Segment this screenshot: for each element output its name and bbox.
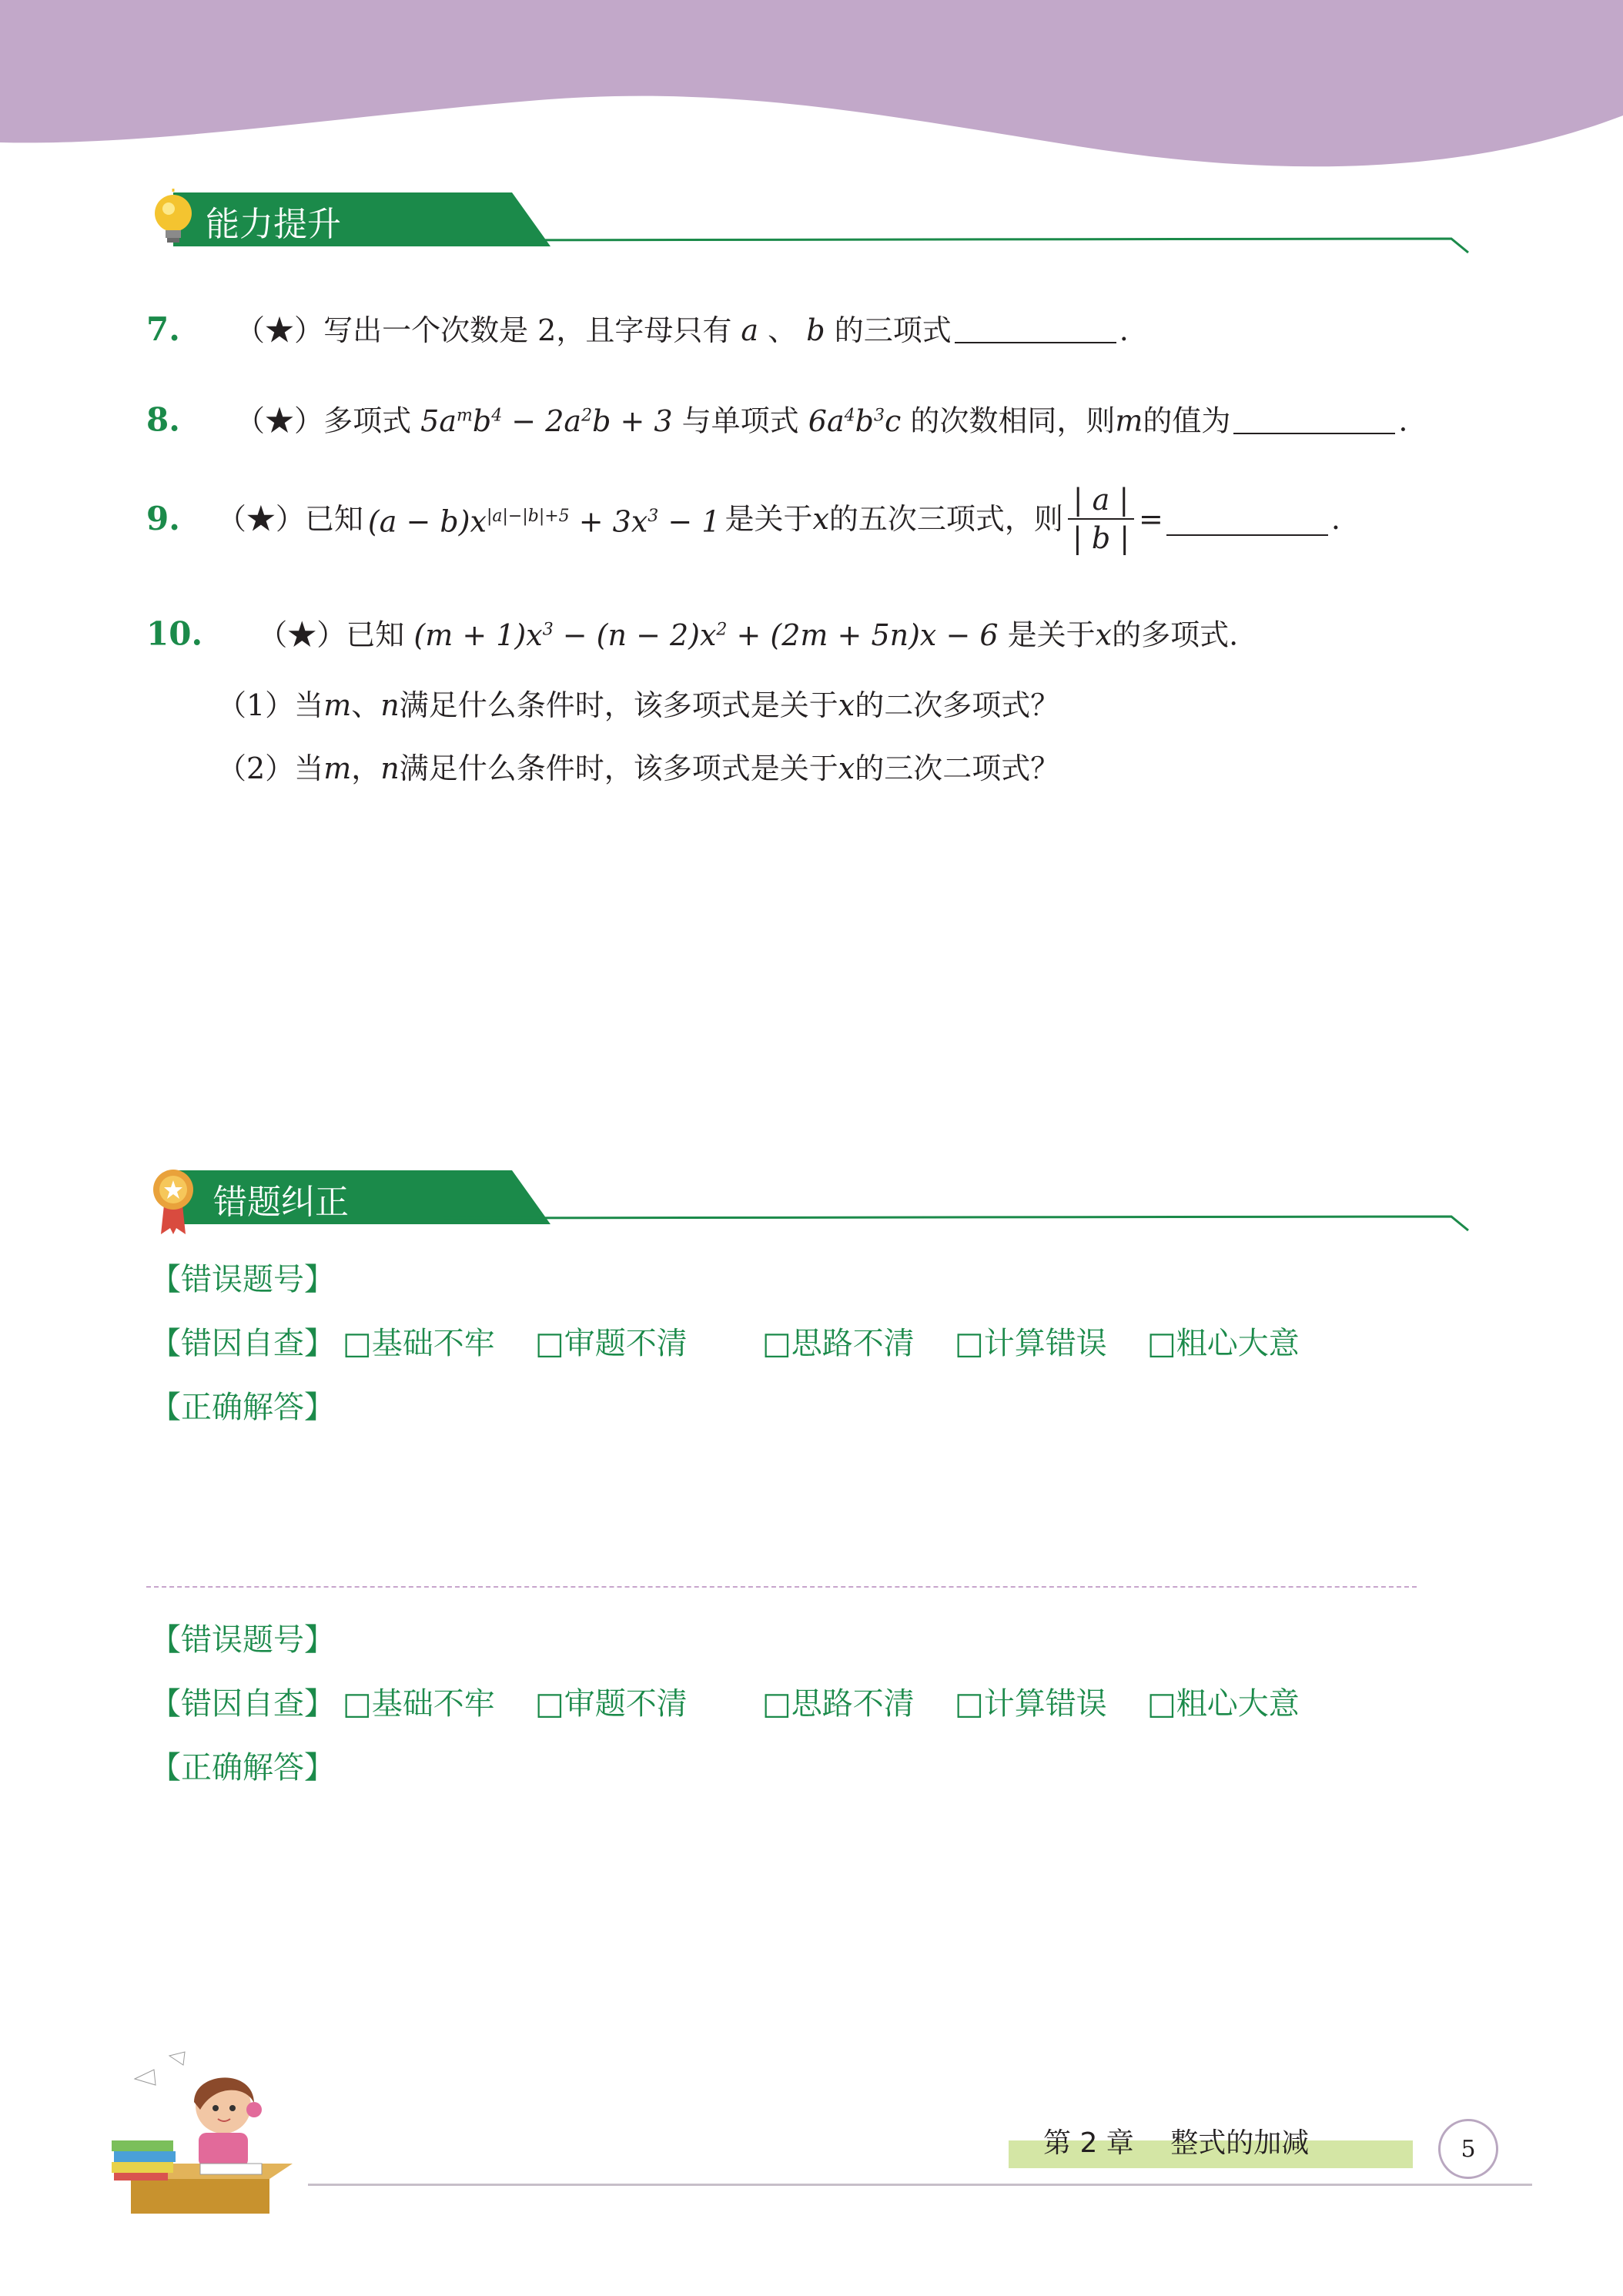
option-weak-foundation[interactable]: □基础不牢	[343, 1326, 495, 1361]
error-cause-label: 【错因自查】	[150, 1326, 335, 1361]
fraction-a-over-b: $\frac{| a |}{| b |}$	[1068, 481, 1134, 557]
variable-x: x	[838, 751, 855, 785]
variable-m: m	[1115, 403, 1143, 438]
question-8	[146, 394, 1408, 443]
variable-x: x	[838, 688, 855, 722]
ability-section-title: 能力提升	[206, 205, 341, 244]
answer-blank[interactable]	[1233, 403, 1395, 434]
correct-answer-label: 【正确解答】	[150, 1750, 335, 1786]
block-divider	[146, 1586, 1417, 1588]
answer-blank[interactable]	[955, 313, 1116, 343]
polynomial-expression: $5a^mb^4 - 2a^2b + 3$	[420, 403, 673, 438]
option-carelessness[interactable]: □粗心大意	[1147, 1326, 1300, 1361]
section-rule	[435, 1201, 1474, 1232]
option-unclear-thinking[interactable]: □思路不清	[762, 1686, 915, 1722]
question-text: 已知	[304, 502, 363, 536]
question-10-part-1	[217, 684, 1059, 727]
medal-icon	[150, 1166, 196, 1236]
separator: ，	[351, 751, 381, 785]
question-text: 的五次三项式，则	[828, 502, 1063, 536]
section-rule	[435, 223, 1474, 254]
monomial-expression: $6a^4b^3c$	[808, 403, 902, 438]
variable-n: n	[380, 751, 400, 785]
period: .	[1330, 502, 1340, 536]
option-unclear-thinking[interactable]: □思路不清	[762, 1326, 915, 1361]
mistake-block-1	[150, 1255, 1459, 1448]
question-text: 的多项式.	[1112, 618, 1239, 652]
option-carelessness[interactable]: □粗心大意	[1147, 1686, 1300, 1722]
separator: 、	[351, 688, 381, 722]
question-text: 写出一个次数是 2，且字母只有	[323, 313, 732, 347]
question-text: 与单项式	[681, 403, 799, 438]
difficulty-star: （★）	[236, 403, 324, 438]
option-calculation-error[interactable]: □计算错误	[955, 1326, 1107, 1361]
question-10-part-2	[217, 747, 1059, 790]
variable-x: x	[1095, 618, 1113, 652]
question-text: 已知	[346, 618, 405, 652]
mistake-block-2	[150, 1615, 1459, 1808]
difficulty-star: （★）	[236, 313, 324, 347]
question-text: 的三项式	[834, 313, 952, 347]
subquestion-text: （2）当	[217, 751, 324, 785]
question-text: 的值为	[1143, 403, 1231, 438]
header-wave	[0, 0, 1623, 177]
question-text: 多项式	[323, 403, 412, 438]
error-number-label: 【错误题号】	[150, 1262, 335, 1297]
question-text: 的次数相同，则	[910, 403, 1116, 438]
error-number-label: 【错误题号】	[150, 1622, 335, 1658]
variable-n: n	[380, 688, 400, 722]
variable-m: m	[323, 751, 352, 785]
question-number: 9.	[146, 500, 180, 537]
polynomial-expression: $(m + 1)x^3 - (n - 2)x^2 + (2m + 5n)x - 6$	[413, 618, 999, 652]
variable-b: b	[806, 313, 825, 347]
mistakes-section-title: 错题纠正	[213, 1183, 349, 1222]
mistakes-section-header	[150, 1166, 1474, 1240]
subquestion-text: 的二次多项式？	[855, 688, 1060, 722]
option-weak-foundation[interactable]: □基础不牢	[343, 1686, 495, 1722]
subquestion-text: 的三次二项式？	[855, 751, 1060, 785]
question-7	[146, 308, 1129, 352]
period: .	[1398, 403, 1408, 438]
polynomial-expression: $(a - b)x^{|a|-|b|+5} + 3x^3 - 1$	[367, 504, 721, 539]
error-cause-label: 【错因自查】	[150, 1686, 335, 1722]
question-text: 是关于	[724, 502, 813, 536]
variable-a: a	[741, 313, 759, 347]
correct-answer-label: 【正确解答】	[150, 1390, 335, 1425]
subquestion-text: 满足什么条件时，该多项式是关于	[399, 688, 838, 722]
difficulty-star: （★）	[258, 618, 346, 652]
footer-rule	[308, 2184, 1532, 2186]
option-misread-question[interactable]: □审题不清	[535, 1326, 688, 1361]
student-studying-illustration	[108, 2048, 316, 2217]
ability-section-header	[150, 189, 1474, 258]
option-misread-question[interactable]: □审题不清	[535, 1686, 688, 1722]
period: .	[1119, 313, 1129, 347]
separator: 、	[768, 313, 798, 347]
equals-sign: =	[1139, 502, 1163, 536]
chapter-title: 第 2 章 整式的加减	[1043, 2127, 1310, 2159]
page-number-circle	[1438, 2119, 1498, 2179]
question-10	[146, 608, 1238, 657]
question-number: 10.	[146, 614, 203, 653]
variable-m: m	[323, 688, 352, 722]
subquestion-text: 满足什么条件时，该多项式是关于	[399, 751, 838, 785]
answer-blank[interactable]	[1166, 505, 1328, 536]
question-number: 7.	[146, 310, 180, 348]
option-calculation-error[interactable]: □计算错误	[955, 1686, 1107, 1722]
question-9	[146, 481, 1340, 557]
variable-x: x	[812, 502, 829, 536]
difficulty-star: （★）	[216, 502, 305, 536]
question-number: 8.	[146, 400, 180, 439]
lightbulb-icon	[150, 189, 196, 250]
subquestion-text: （1）当	[217, 688, 324, 722]
page-number: 5	[1461, 2135, 1476, 2163]
question-text: 是关于	[1007, 618, 1096, 652]
